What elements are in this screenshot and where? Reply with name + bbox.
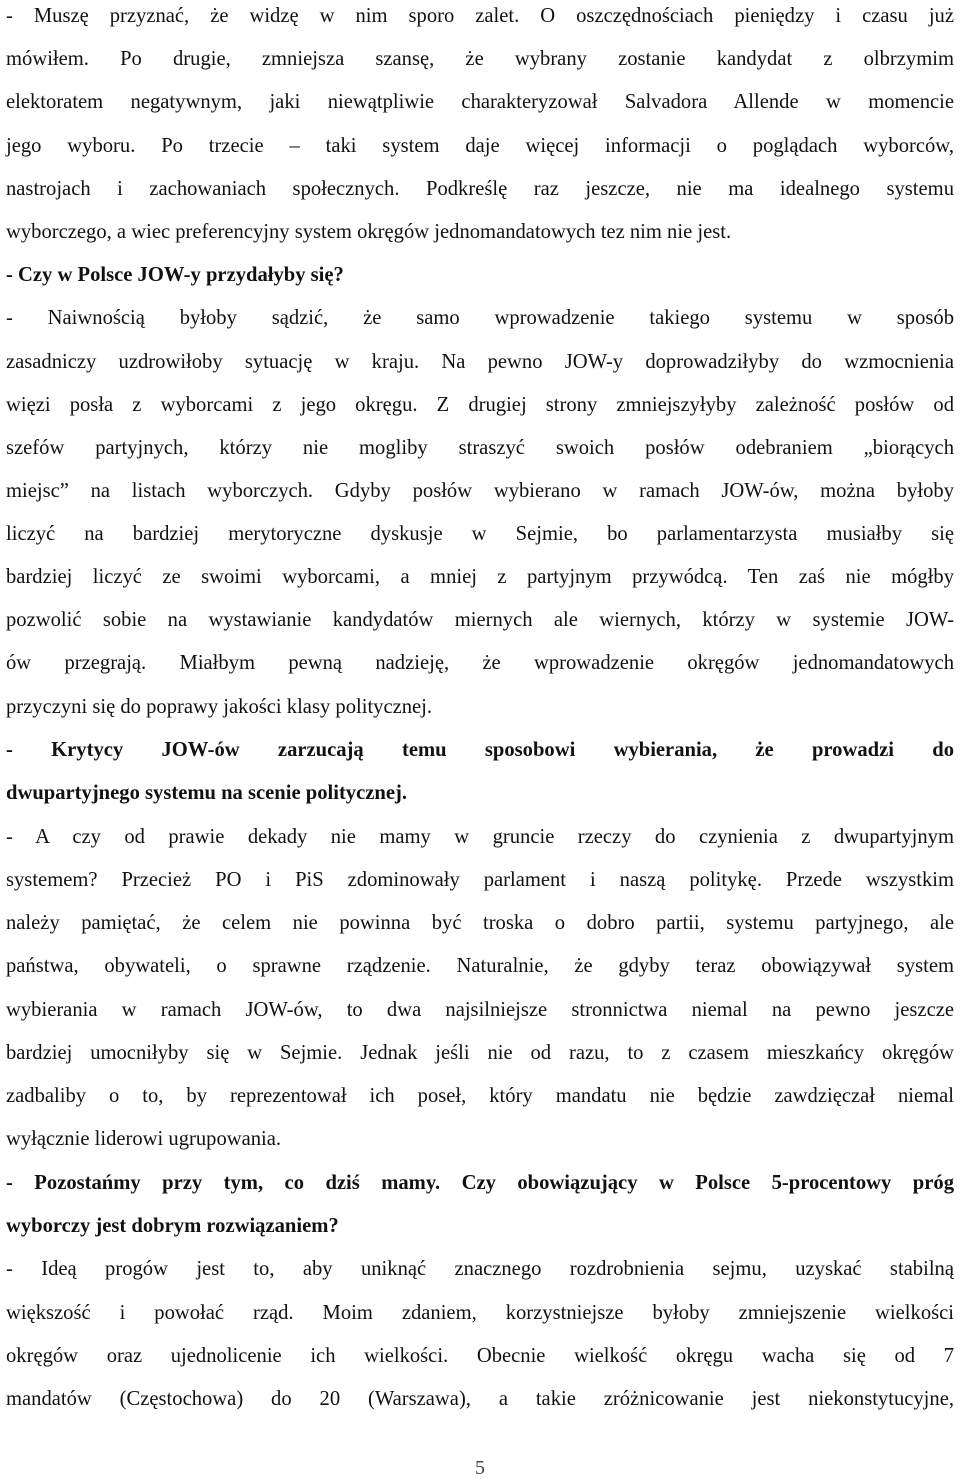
question-line: - Krytycy JOW-ów zarzucają temu sposobowi wybierania, że prowadzi do [6, 739, 954, 761]
text-line: nastrojach i zachowaniach społecznych. Podkreślę raz jeszcze, nie ma idealnego systemu [6, 178, 954, 200]
text-line: mówiłem. Po drugie, zmniejsza szansę, że wybrany zostanie kandydat z olbrzymim [6, 48, 954, 70]
text-line: państwa, obywateli, o sprawne rządzenie. Naturalnie, że gdyby teraz obowiązywał system [6, 955, 954, 977]
text-line: - Muszę przyznać, że widzę w nim sporo zalet. O oszczędnościach pieniędzy i czasu już [6, 5, 954, 27]
text-line: szefów partyjnych, którzy nie mogliby straszyć swoich posłów odebraniem „biorących [6, 437, 954, 459]
text-line: okręgów oraz ujednolicenie ich wielkości. Obecnie wielkość okręgu wacha się od 7 [6, 1345, 954, 1367]
text-line: bardziej umocniłyby się w Sejmie. Jednak jeśli nie od razu, to z czasem mieszkańcy okręgów [6, 1042, 954, 1064]
question-line: wyborczy jest dobrym rozwiązaniem? [6, 1215, 339, 1237]
text-line: jego wyboru. Po trzecie – taki system daje więcej informacji o poglądach wyborców, [6, 135, 954, 157]
text-line: należy pamiętać, że celem nie powinna być troska o dobro partii, systemu partyjnego, ale [6, 912, 954, 934]
text-line: wybierania w ramach JOW-ów, to dwa najsilniejsze stronnictwa niemal na pewno jeszcze [6, 999, 954, 1021]
text-line: zadbaliby o to, by reprezentował ich poseł, który mandatu nie będzie zawdzięczał niemal [6, 1085, 954, 1107]
question-line: dwupartyjnego systemu na scenie politycznej. [6, 782, 407, 804]
text-line: pozwolić sobie na wystawianie kandydatów miernych ale wiernych, którzy w systemie JOW- [6, 609, 954, 631]
text-line: zasadniczy uzdrowiłoby sytuację w kraju. Na pewno JOW-y doprowadziłyby do wzmocnienia [6, 351, 954, 373]
text-line: elektoratem negatywnym, jaki niewątpliwie charakteryzował Salvadora Allende w momencie [6, 91, 954, 113]
text-line: ów przegrają. Miałbym pewną nadzieję, że wprowadzenie okręgów jednomandatowych [6, 652, 954, 674]
text-line: bardziej liczyć ze swoimi wyborcami, a mniej z partyjnym przywódcą. Ten zaś nie mógłby [6, 566, 954, 588]
text-line: - Ideą progów jest to, aby uniknąć znacznego rozdrobnienia sejmu, uzyskać stabilną [6, 1258, 954, 1280]
question-line: - Pozostańmy przy tym, co dziś mamy. Czy obowiązujący w Polsce 5-procentowy próg [6, 1172, 954, 1194]
question-line: - Czy w Polsce JOW-y przydałyby się? [6, 264, 344, 286]
text-line: - Naiwnością byłoby sądzić, że samo wprowadzenie takiego systemu w sposób [6, 307, 954, 329]
text-line: więzi posła z wyborcami z jego okręgu. Z drugiej strony zmniejszyłyby zależność posłów od [6, 394, 954, 416]
text-line: miejsc” na listach wyborczych. Gdyby posłów wybierano w ramach JOW-ów, można byłoby [6, 480, 954, 502]
text-line: - A czy od prawie dekady nie mamy w gruncie rzeczy do czynienia z dwupartyjnym [6, 826, 954, 848]
text-line: przyczyni się do poprawy jakości klasy politycznej. [6, 696, 433, 718]
text-line: większość i powołać rząd. Moim zdaniem, korzystniejsze byłoby zmniejszenie wielkości [6, 1302, 954, 1324]
page-number: 5 [475, 1457, 485, 1479]
text-line: mandatów (Częstochowa) do 20 (Warszawa), a takie zróżnicowanie jest niekonstytucyjne, [6, 1388, 954, 1410]
text-line: systemem? Przecież PO i PiS zdominowały parlament i naszą politykę. Przede wszystkim [6, 869, 954, 891]
text-line: wyłącznie liderowi ugrupowania. [6, 1128, 282, 1150]
text-line: wyborczego, a wiec preferencyjny system okręgów jednomandatowych tez nim nie jest. [6, 221, 732, 243]
text-line: liczyć na bardziej merytoryczne dyskusje w Sejmie, bo parlamentarzysta musiałby się [6, 523, 954, 545]
